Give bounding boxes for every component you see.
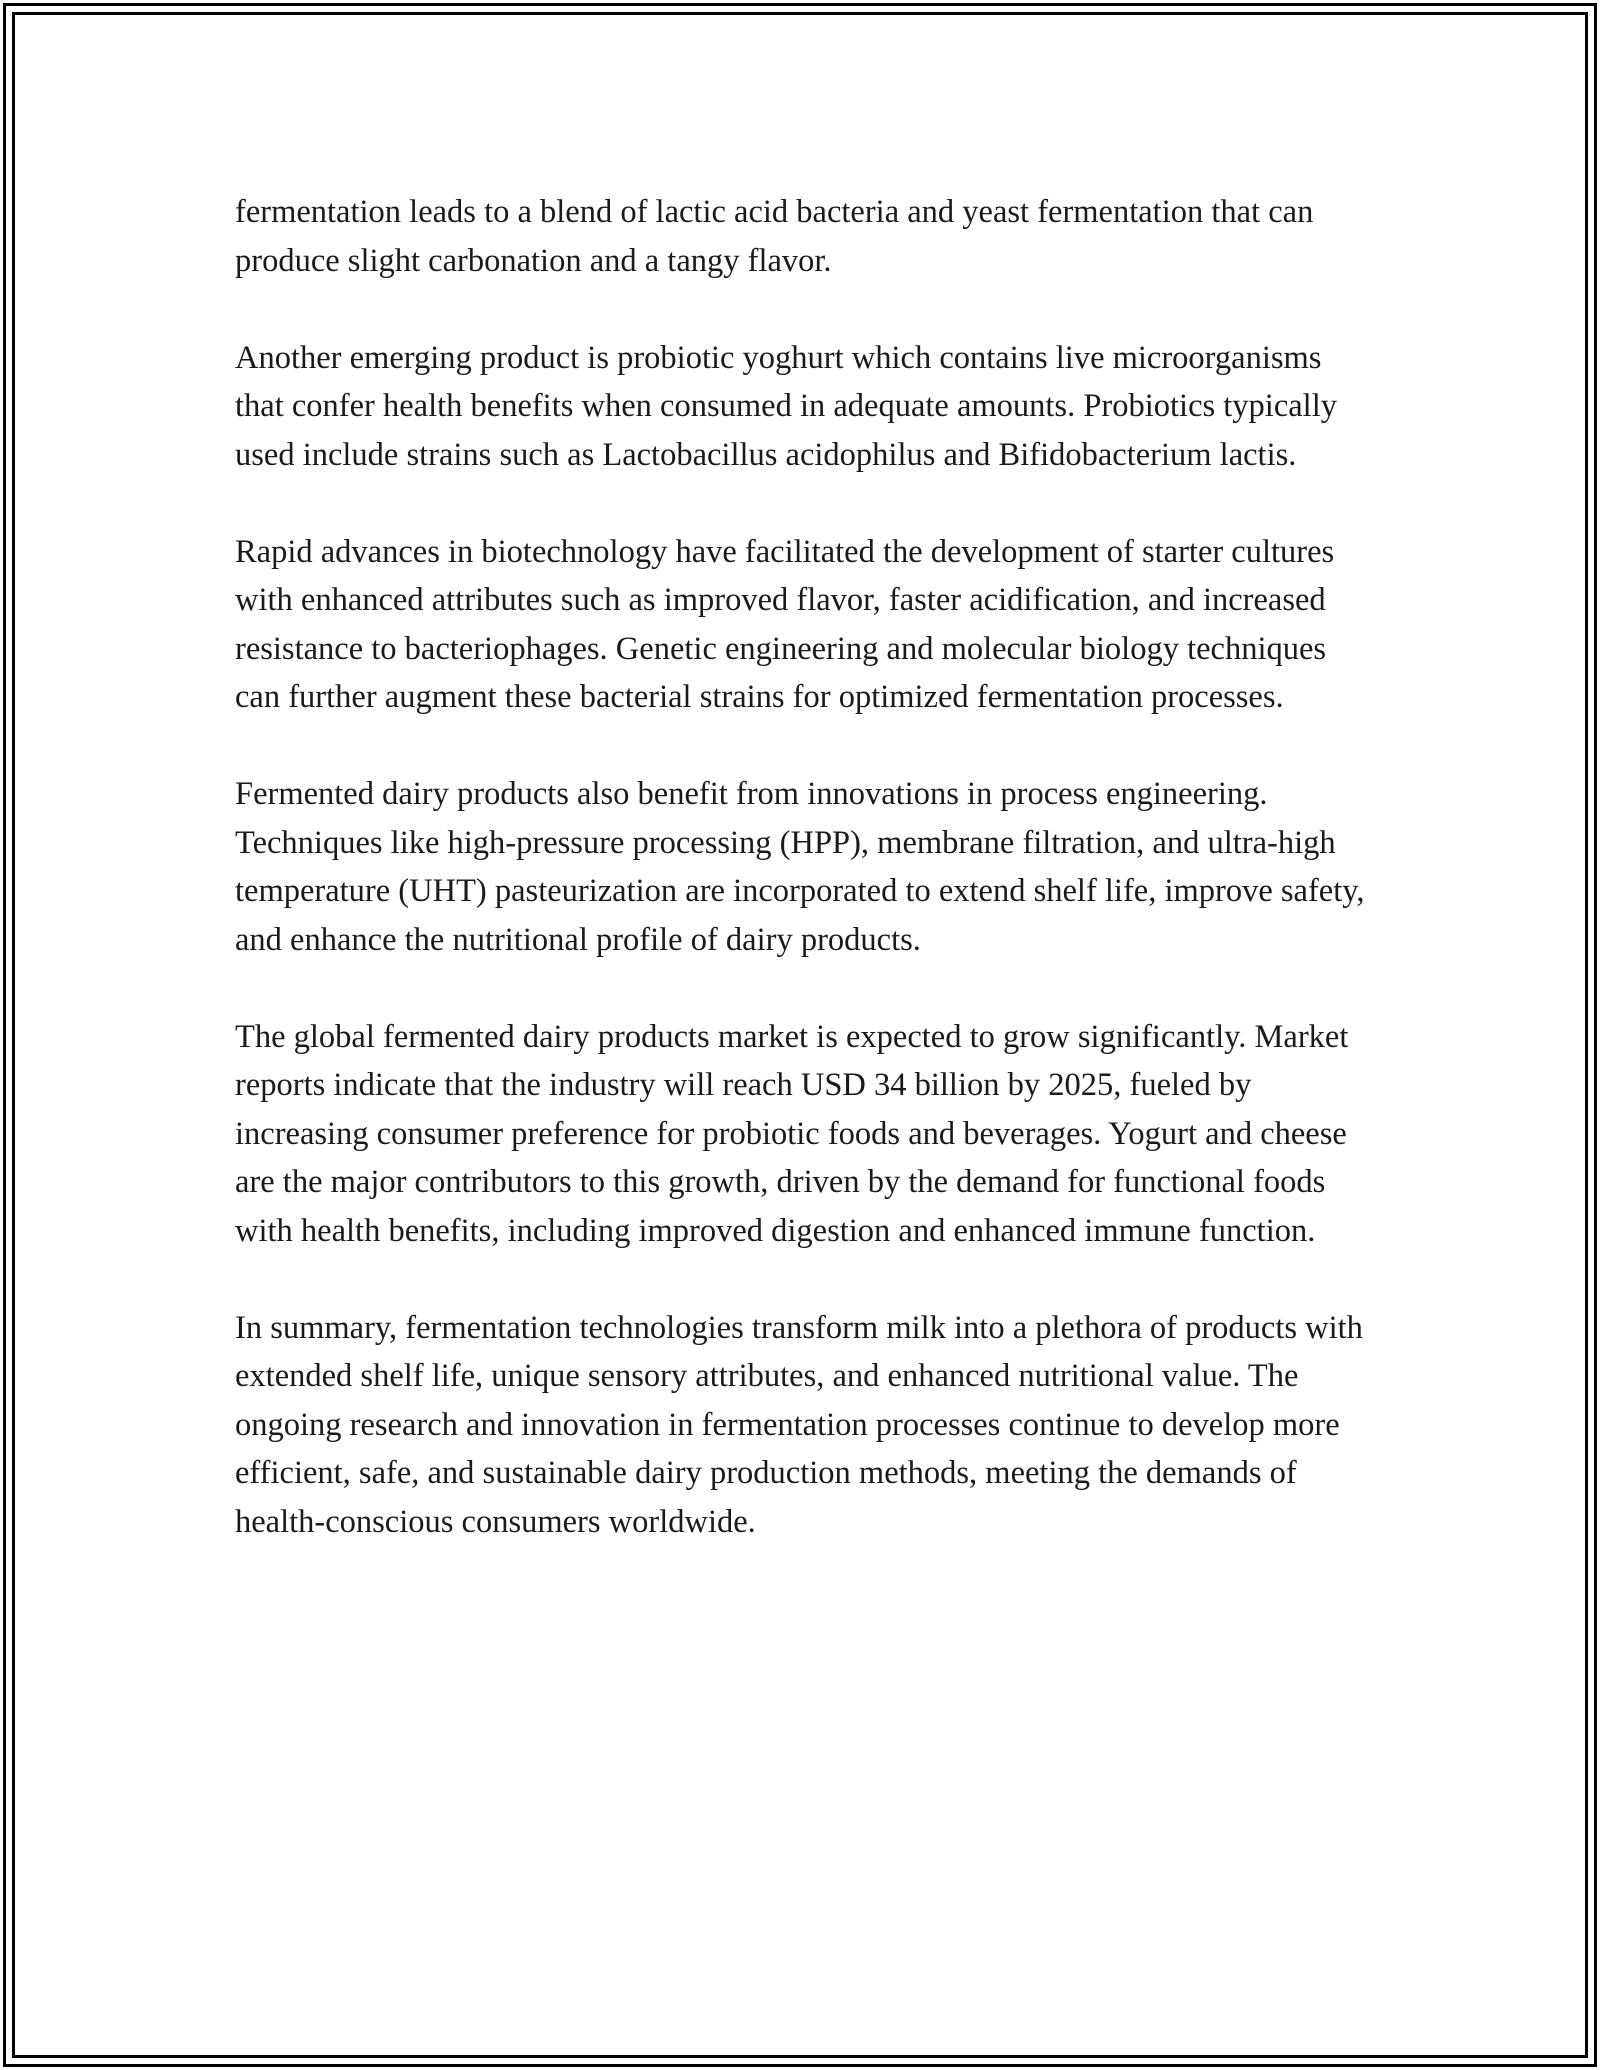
paragraph-probiotic-yoghurt: Another emerging product is probiotic yoghurt which contains live microorganisms that confer health benefits when consumed in adequate amounts. Probiotics typically used include strains such as Lactobacillus acidophilus and Bifidobacterium lactis. — [235, 339, 1337, 473]
paragraph-biotechnology: Rapid advances in biotechnology have facilitated the development of starter cultures with enhanced attributes such as improved flavor, faster acidification, and increased resistance to bacteriophages. Genetic engineering and molecular biology techniques can further augment these bacterial strains for optimized fermentation processes. — [235, 533, 1335, 715]
document-body — [235, 188, 1375, 1546]
paragraph-fermentation-blend: fermentation leads to a blend of lactic acid bacteria and yeast fermentation that can produce slight carbonation and a tangy flavor. — [235, 194, 1314, 279]
paragraph-process-engineering: Fermented dairy products also benefit from innovations in process engineering. Techniques like high-pressure processing (HPP), membrane filtration, and ultra-high temperature (UHT) pasteurization are incorporated to extend shelf life, improve safety, and enhance the nutritional profile of dairy products. — [235, 776, 1365, 958]
paragraph-summary: In summary, fermentation technologies transform milk into a plethora of products with extended shelf life, unique sensory attributes, and enhanced nutritional value. The ongoing research and innovation in fermentation processes continue to develop more efficient, safe, and sustainable dairy production methods, meeting the demands of health-conscious consumers worldwide. — [235, 1309, 1363, 1540]
paragraph-market-outlook: The global fermented dairy products market is expected to grow significantly. Market reports indicate that the industry will reach USD 34 billion by 2025, fueled by increasing consumer preference for probiotic foods and beverages. Yogurt and cheese are the major contributors to this growth, driven by the demand for functional foods with health benefits, including improved digestion and enhanced immune function. — [235, 1018, 1349, 1249]
